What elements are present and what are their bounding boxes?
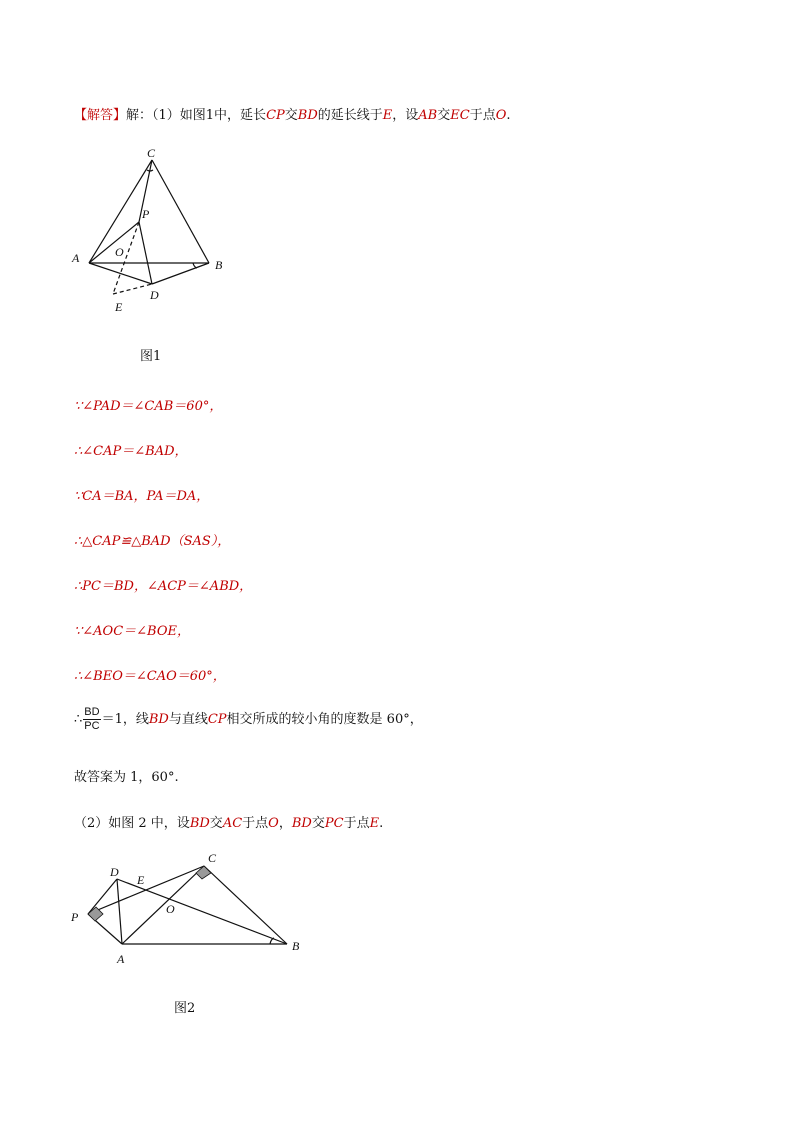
part-2-line	[74, 812, 383, 831]
var-E: E	[369, 816, 380, 831]
label-C: C	[208, 851, 217, 865]
text: 于点	[242, 816, 269, 831]
label-A: A	[72, 251, 80, 265]
figure-1-diagram	[60, 140, 240, 320]
fraction-denominator: PC	[84, 720, 100, 732]
figure-1-caption: 图1	[140, 349, 162, 364]
var-O: O	[268, 816, 279, 831]
var-AB: AB	[418, 108, 438, 123]
label-C: C	[147, 146, 156, 160]
ratio-line	[74, 706, 423, 733]
label-P: P	[71, 910, 79, 924]
text: ，	[278, 816, 292, 831]
step-4: ∴△CAP≌△BAD（SAS），	[74, 534, 231, 549]
var-BD: BD	[297, 108, 318, 123]
var-PC: PC	[324, 816, 344, 831]
solution-header	[74, 104, 511, 123]
text: 于点	[343, 816, 370, 831]
label-P: P	[142, 207, 150, 221]
text: ＝1，线	[101, 712, 149, 727]
fraction-numerator: BD	[84, 706, 100, 718]
therefore-symbol: ∴	[74, 712, 83, 727]
var-CP: CP	[266, 108, 285, 123]
step-3: ∵CA＝BA，PA＝DA，	[74, 489, 210, 504]
figure-2-caption: 图2	[174, 1001, 196, 1016]
text: 交	[284, 108, 298, 123]
var-BD: BD	[148, 712, 169, 727]
text: （2）如图 2 中，设	[74, 816, 190, 831]
var-EC: EC	[450, 108, 470, 123]
label-D: D	[150, 288, 159, 302]
text: .	[506, 108, 511, 123]
figure-2-diagram	[60, 845, 310, 970]
header-text: 解：（1）如图1中，延长	[126, 108, 267, 123]
var-CP: CP	[207, 712, 227, 727]
label-O: O	[166, 902, 175, 916]
label-E: E	[137, 873, 145, 887]
var-O: O	[495, 108, 507, 123]
step-6: ∵∠AOC＝∠BOE，	[74, 624, 190, 639]
text: ，设	[392, 108, 419, 123]
label-B: B	[215, 258, 223, 272]
var-AC: AC	[222, 816, 243, 831]
text: 相交所成的较小角的度数是 60°，	[226, 712, 423, 727]
step-7: ∴∠BEO＝∠CAO＝60°，	[74, 669, 226, 684]
step-1: ∵∠PAD＝∠CAB＝60°，	[74, 399, 223, 414]
label-A: A	[117, 952, 125, 966]
text: 与直线	[168, 712, 208, 727]
answer-tag: 【解答】	[74, 108, 127, 123]
text: 于点	[469, 108, 496, 123]
var-BD: BD	[189, 816, 210, 831]
label-B: B	[292, 939, 300, 953]
label-E: E	[115, 300, 123, 314]
text: 交	[311, 816, 325, 831]
step-5: ∴PC＝BD，∠ACP＝∠ABD，	[74, 579, 253, 594]
var-E: E	[382, 108, 393, 123]
label-O: O	[115, 245, 124, 259]
answer-line: 故答案为 1，60°.	[74, 770, 179, 785]
step-2: ∴∠CAP＝∠BAD，	[74, 444, 188, 459]
label-D: D	[110, 865, 119, 879]
text: 交	[437, 108, 451, 123]
text: .	[379, 816, 384, 831]
var-BD: BD	[291, 816, 312, 831]
text: 的延长线于	[317, 108, 383, 123]
fraction-bd-pc	[83, 706, 100, 733]
text: 交	[209, 816, 223, 831]
